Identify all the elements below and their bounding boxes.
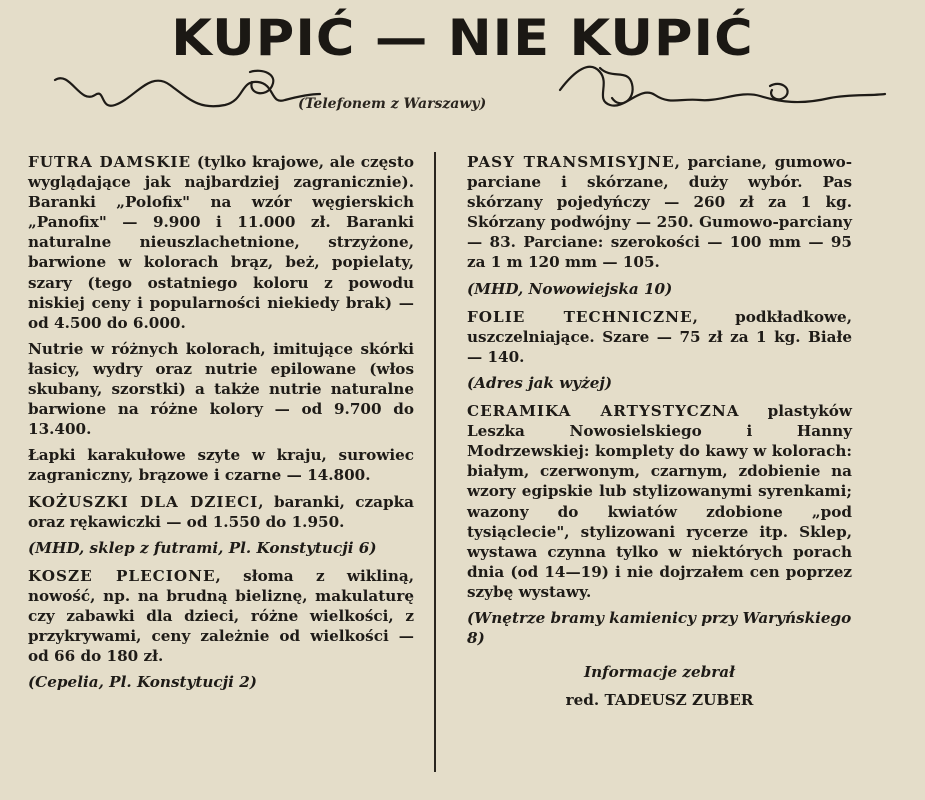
kozuszki-address: (MHD, sklep z futrami, Pl. Konstytucji 6) (28, 538, 377, 557)
right-column (467, 152, 852, 716)
pasy-paragraph (467, 152, 852, 273)
pasy-heading: PASY TRANSMISYJNE (467, 153, 675, 171)
ceramika-text: plastyków Leszka Nowosielskiego i Hanny Modrzewskiej: komplety do kawy w kolorach: białym, czerwonym, czarnym, zdobienie na wzory egipskie lub stylizowanymi syrenkami; wazony do kwiatów zdobione „pod tysiąclecie", stylizowani rycerze itp. Sklep, wystawa czynna tylko w niektórych porach dnia (od 14—19) i nie dojrzałem cen poprzez szybę wystawy. (467, 402, 852, 601)
folie-text: , podkładkowe, uszczelniające. Szare — 75 zł za 1 kg. Białe — 140. (467, 307, 853, 366)
header (0, 0, 925, 150)
folie-address: (Adres jak wyżej) (467, 373, 613, 392)
page-title: KUPIĆ — NIE KUPIĆ (171, 9, 754, 67)
ceramika-heading: CERAMIKA ARTYSTYCZNA (467, 402, 740, 421)
futra-heading: FUTRA DAMSKIE (28, 153, 192, 171)
credit-line: Informacje zebrał (583, 663, 735, 682)
kosze-heading: KOSZE PLECIONE (28, 566, 216, 585)
pasy-text: , parciane, gumowo-parciane i skórzane, duży wybór. Pas skórzany pojedyńczy — 260 zł za 1 kg. Skórzany podwójny — 250. Gumowo-parciany — 83. Parciane: szerokości — 100 mm — 95 za 1 m 120 mm — 105. (467, 153, 853, 272)
kozuszki-heading: KOŻUSZKI DLA DZIECI (28, 492, 259, 511)
folie-paragraph (467, 307, 852, 367)
kozuszki-paragraph (28, 492, 414, 532)
ceramika-address: (Wnętrze bramy kamienicy przy Waryńskiego 8) (467, 608, 852, 648)
author-name: red. TADEUSZ ZUBER (565, 691, 754, 710)
decorative-flourish (0, 50, 925, 140)
lapki-paragraph: Łapki karakułowe szyte w kraju, surowiec zagraniczny, brązowe i czarne — 14.800. (28, 446, 414, 485)
futra-paragraph (28, 152, 414, 333)
folie-heading: FOLIE TECHNICZNE (467, 307, 693, 326)
left-column (28, 152, 414, 700)
subtitle: (Telefonem z Warszawy) (298, 96, 487, 112)
kosze-address: (Cepelia, Pl. Konstytucji 2) (28, 673, 257, 692)
kozuszki-text: , baranki, czapka oraz rękawiczki — od 1.550 do 1.950. (28, 492, 414, 531)
futra-text: (tylko krajowe, ale często wyglądające jak najbardziej zagranicznie). Baranki „Polofix" na wzór węgierskich „Panofix" — 9.900 i 11.000 zł. Baranki naturalne nieuszlachetnione, strzyżone, barwione w kolorach brąz, beż, popielaty, szary (tego ostatniego koloru z powodu niskiej ceny i popularności niekiedy brak) — od 4.500 do 6.000. (28, 153, 414, 332)
pasy-address: (MHD, Nowowiejska 10) (467, 279, 673, 298)
nutrie-paragraph: Nutrie w różnych kolorach, imitujące skórki łasicy, wydry oraz nutrie epilowane (włos skubany, szorstki) a także nutrie naturalne barwione na różne kolory — od 9.700 do 13.400. (28, 339, 414, 439)
kosze-text: , słoma z wikliną, nowość, np. na brudną bieliznę, makulaturę czy zabawki dla dzieci, różne wielkości, z przykrywami, ceny zależnie od wielkości — od 66 do 180 zł. (28, 566, 414, 666)
column-divider (434, 152, 436, 772)
kosze-paragraph (28, 566, 414, 666)
ceramika-paragraph (467, 401, 852, 602)
